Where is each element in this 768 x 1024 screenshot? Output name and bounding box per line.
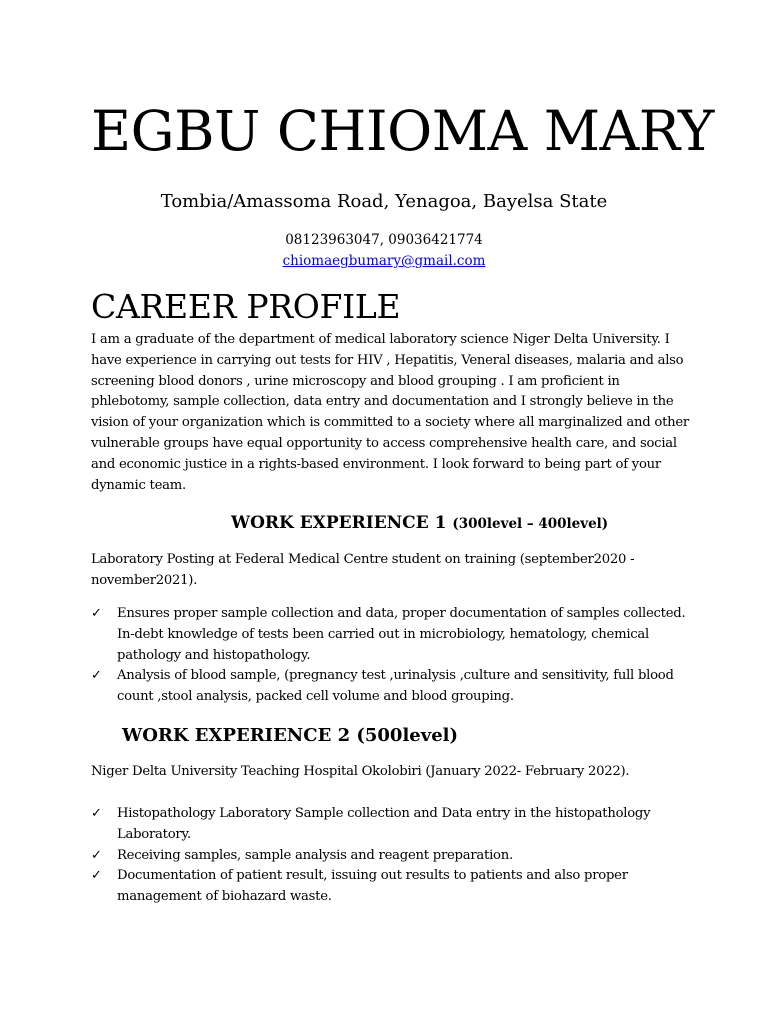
work-experience-1-posting: Laboratory Posting at Federal Medical Centre student on training (september2020 - november2021). <box>91 552 635 588</box>
list-item-text: Documentation of patient result, issuing out results to patients and also proper management of biohazard waste. <box>117 868 628 905</box>
list-item-text: Receiving samples, sample analysis and reagent preparation. <box>117 847 513 863</box>
work-experience-1-title: WORK EXPERIENCE 1 <box>231 513 453 533</box>
work-experience-2-list <box>91 804 691 908</box>
email-line <box>0 251 768 271</box>
check-mark-icon: ✓ <box>91 847 102 863</box>
check-mark-icon: ✓ <box>91 668 102 684</box>
check-mark-icon: ✓ <box>91 606 102 621</box>
phone-numbers: 08123963047, 09036421774 <box>285 232 483 248</box>
list-item <box>91 666 691 708</box>
work-experience-2-posting: Niger Delta University Teaching Hospital Okolobiri (January 2022- February 2022). <box>91 764 630 779</box>
list-item <box>91 846 691 867</box>
career-profile-title: CAREER PROFILE <box>91 287 401 326</box>
list-item <box>91 866 691 908</box>
work-experience-1-list <box>91 604 691 708</box>
applicant-name: EGBU CHIOMA MARY <box>91 99 714 163</box>
work-experience-1-level: (300level – 400level) <box>452 516 609 532</box>
list-item <box>91 804 691 846</box>
check-mark-icon: ✓ <box>91 868 102 884</box>
list-item <box>91 604 691 666</box>
work-experience-1-heading <box>231 511 608 536</box>
list-item-text: Ensures proper sample collection and data, proper documentation of samples collected. In-debt knowledge of tests been carried out in microbiology, hematology, chemical pathology and histopathology. <box>117 606 686 663</box>
check-mark-icon: ✓ <box>91 806 102 821</box>
career-profile-text: I am a graduate of the department of medical laboratory science Niger Delta University. I have experience in carrying out tests for HIV , Hepatitis, Veneral diseases, malaria and also screening blood donors , urine microscopy and blood grouping . I am proficient in phlebotomy, sample collection, data entry and documentation and I strongly believe in the vision of your organization which is committed to a society where all marginalized and other vulnerable groups have equal opportunity to access comprehensive health care, and social and economic justice in a rights-based environment. I look forward to being part of your dynamic team. <box>91 332 689 493</box>
email-link[interactable]: chiomaegbumary@gmail.com <box>282 253 486 269</box>
work-experience-2-heading: WORK EXPERIENCE 2 (500level) <box>122 725 459 746</box>
list-item-text: Analysis of blood sample, (pregnancy test ,urinalysis ,culture and sensitivity, full blood count ,stool analysis, packed cell volume and blood grouping. <box>117 668 674 705</box>
address: Tombia/Amassoma Road, Yenagoa, Bayelsa State <box>160 191 608 212</box>
list-item-text: Histopathology Laboratory Sample collection and Data entry in the histopathology Laboratory. <box>117 806 651 842</box>
